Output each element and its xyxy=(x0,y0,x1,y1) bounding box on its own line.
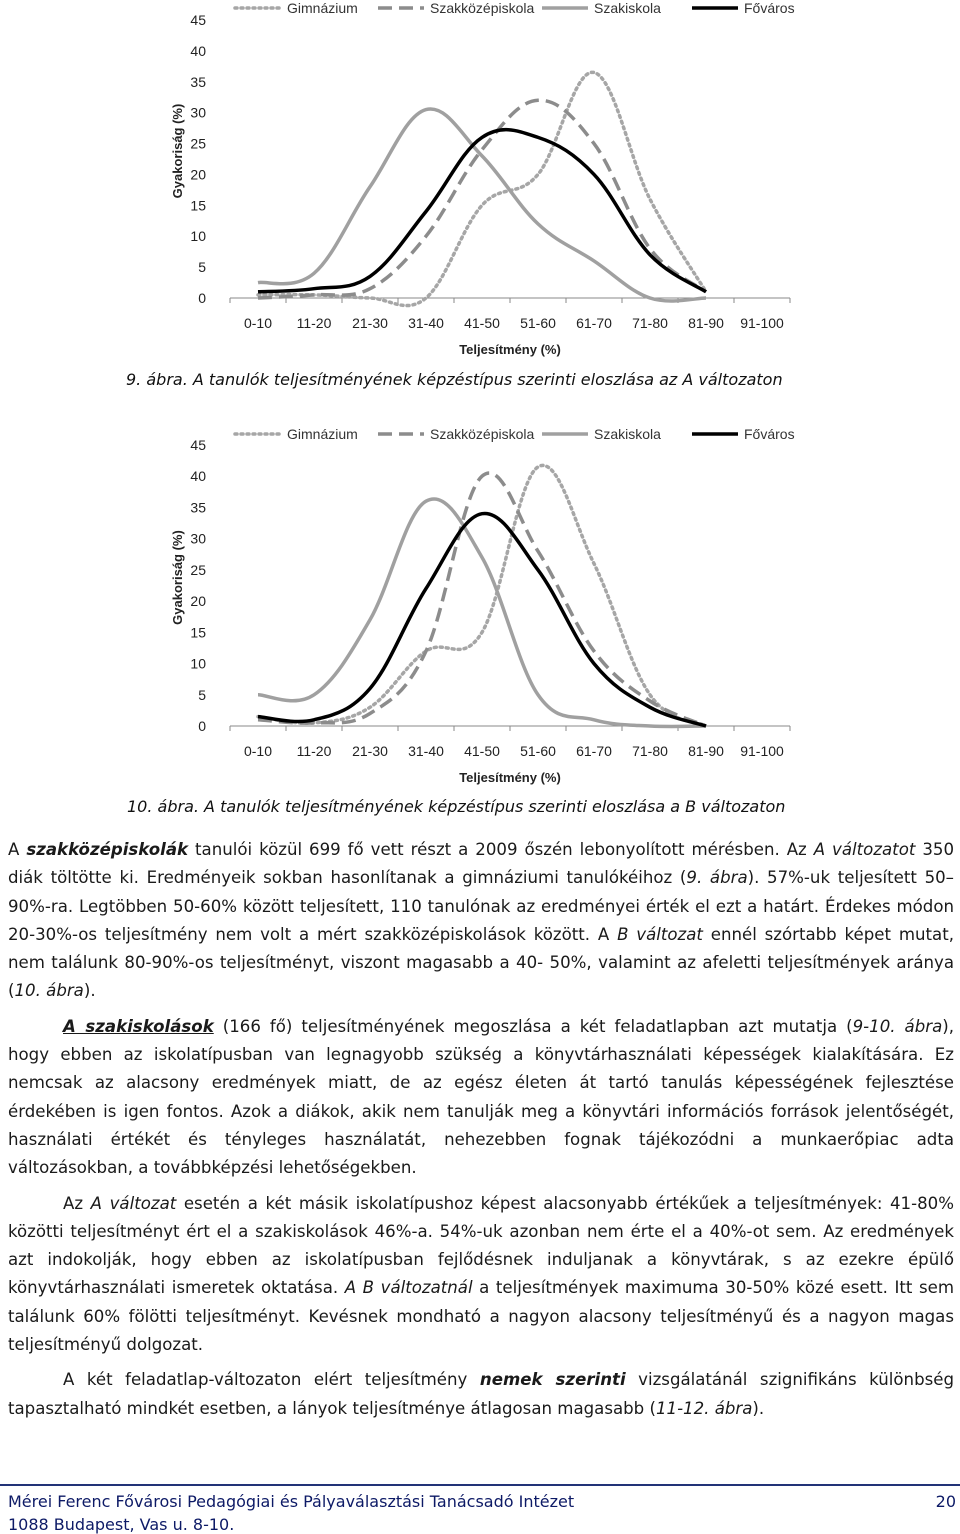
paragraph-4: A két feladatlap-változaton elért teljesítmény nemek szerinti vizsgálatánál szignifikáns különbség tapasztalható mindkét esetben, a lányok teljesítménye átlagosan magasabb (11-12. ábra). xyxy=(8,1370,954,1418)
y-tick-label: 30 xyxy=(190,104,206,121)
x-tick-label: 71-80 xyxy=(632,743,668,759)
x-tick-label: 11-20 xyxy=(296,315,332,331)
legend-label: Gimnázium xyxy=(287,426,358,442)
y-tick-label: 20 xyxy=(190,166,206,183)
series-line-1 xyxy=(258,100,706,298)
x-tick-label: 71-80 xyxy=(632,315,668,331)
y-tick-label: 25 xyxy=(190,561,206,578)
x-tick-label: 0-10 xyxy=(243,743,273,759)
chart-fig9 xyxy=(160,0,960,390)
legend-label: Főváros xyxy=(744,426,795,442)
legend-label: Szakközépiskola xyxy=(430,426,535,442)
y-tick-label: 45 xyxy=(190,12,206,28)
legend-label: Szakiskola xyxy=(594,0,661,16)
x-axis-label: Teljesítmény (%) xyxy=(459,342,561,357)
x-tick-label: 41-50 xyxy=(464,743,500,759)
y-tick-label: 0 xyxy=(198,718,206,734)
x-tick-label: 51-60 xyxy=(520,743,556,759)
x-tick-label: 61-70 xyxy=(576,743,612,759)
y-tick-label: 20 xyxy=(190,593,206,610)
footer-institute: Mérei Ferenc Fővárosi Pedagógiai és Pályaválasztási Tanácsadó Intézet xyxy=(8,1492,575,1511)
x-tick-label: 31-40 xyxy=(408,743,444,759)
x-tick-label: 0-10 xyxy=(243,315,273,331)
x-axis-label: Teljesítmény (%) xyxy=(459,770,561,785)
y-tick-label: 40 xyxy=(190,42,206,59)
y-axis-label: Gyakoriság (%) xyxy=(170,103,185,199)
footer-address: 1088 Budapest, Vas u. 8-10. xyxy=(8,1515,235,1534)
x-tick-label: 11-20 xyxy=(296,743,332,759)
legend-label: Szakközépiskola xyxy=(430,0,535,16)
body-text xyxy=(8,836,954,1423)
x-tick-label: 21-30 xyxy=(352,743,388,759)
y-tick-label: 15 xyxy=(190,624,206,641)
footer-page-number: 20 xyxy=(935,1492,956,1511)
x-tick-label: 51-60 xyxy=(520,315,556,331)
legend-label: Gimnázium xyxy=(287,0,358,16)
y-tick-label: 25 xyxy=(190,135,206,152)
y-tick-label: 35 xyxy=(190,499,206,516)
x-tick-label: 21-30 xyxy=(352,315,388,331)
series-line-0 xyxy=(258,72,706,305)
y-tick-label: 5 xyxy=(198,259,206,276)
figure-caption-9: 9. ábra. A tanulók teljesítményének képzéstípus szerinti eloszlása az A változaton xyxy=(126,370,783,389)
y-tick-label: 45 xyxy=(190,437,206,453)
paragraph-2: A szakiskolások (166 fő) teljesítményének megoszlása a két feladatlapban azt mutatja (9-10. ábra), hogy ebben az iskolatípusban van legnagyobb szükség a könyvtárhasználati képességek kialakítására. Ez nemcsak az alacsony eredmények miatt, de az egész életen át tartó tanulás képességének fejlesztése érdekében is igen fontos. Azok a diákok, akik nem tanulják meg a könyvtári információs források jelentőségét, használati értékét és tényleges használatát, nehezebben fognak tájékozódni a munkaerőpiac adta változásokban, a továbbképzési lehetőségekben. xyxy=(8,1016,954,1178)
x-tick-label: 41-50 xyxy=(464,315,500,331)
y-tick-label: 0 xyxy=(198,290,206,306)
y-axis-label: Gyakoriság (%) xyxy=(170,530,185,625)
chart-fig10 xyxy=(160,420,960,820)
x-tick-label: 31-40 xyxy=(408,315,444,331)
x-tick-label: 91-100 xyxy=(740,743,784,759)
y-tick-label: 10 xyxy=(190,655,206,672)
y-tick-label: 40 xyxy=(190,468,206,485)
y-tick-label: 30 xyxy=(190,530,206,547)
paragraph-3: Az A változat esetén a két másik iskolatípushoz képest alacsonyabb értékűek a teljesítmények: 41-80% közötti teljesítményt ért el a szakiskolások 46%-a. 54%-uk azonban nem érte el a 40%-ot sem. Az eredmények azt indokolják, hogy ebben az iskolatípusban fejlődésnek induljanak a könyvtárak, s az ezekre épülő könyvtárhasználati ismeretek oktatása. A B változatnál a teljesítmények maximuma 30-50% közé esett. Itt sem találunk 60% fölötti teljesítményt. Kevésnek mondható a nagyon alacsony teljesítményű és a nagyon magas teljesítményű dolgozat. xyxy=(8,1193,954,1355)
legend-label: Szakiskola xyxy=(594,426,661,442)
series-line-1 xyxy=(258,473,706,726)
x-tick-label: 61-70 xyxy=(576,315,612,331)
x-tick-label: 81-90 xyxy=(688,315,724,331)
y-tick-label: 5 xyxy=(198,686,206,703)
x-tick-label: 91-100 xyxy=(740,315,784,331)
paragraph-1: A szakközépiskolák tanulói közül 699 fő vett részt a 2009 őszén lebonyolított mérésben. Az A változatot 350 diák töltötte ki. Eredményeik sokban hasonlítanak a gimnáziumi tanulókéihoz (9. ábra). 57%-uk teljesített 50–90%-ra. Legtöbben 50-60% között teljesített, 110 tanulónak az eredményei érték el ezt a határt. Érdekes módon 20-30%-os teljesítmény nem volt a mért szakközépiskolások között. A B változat ennél szórtabb képet mutat, nem találunk 80-90%-os teljesítményt, viszont magasabb a 40- 50%, valamint az afeletti teljesítmények aránya (10. ábra). xyxy=(8,840,954,1001)
x-tick-label: 81-90 xyxy=(688,743,724,759)
y-tick-label: 10 xyxy=(190,228,206,245)
figure-caption-10: 10. ábra. A tanulók teljesítményének képzéstípus szerinti eloszlása a B változaton xyxy=(127,797,786,816)
y-tick-label: 15 xyxy=(190,197,206,214)
page-footer xyxy=(0,1484,960,1534)
chart-svg xyxy=(160,0,960,390)
legend-label: Főváros xyxy=(744,0,795,16)
chart-svg xyxy=(160,420,960,820)
y-tick-label: 35 xyxy=(190,73,206,90)
